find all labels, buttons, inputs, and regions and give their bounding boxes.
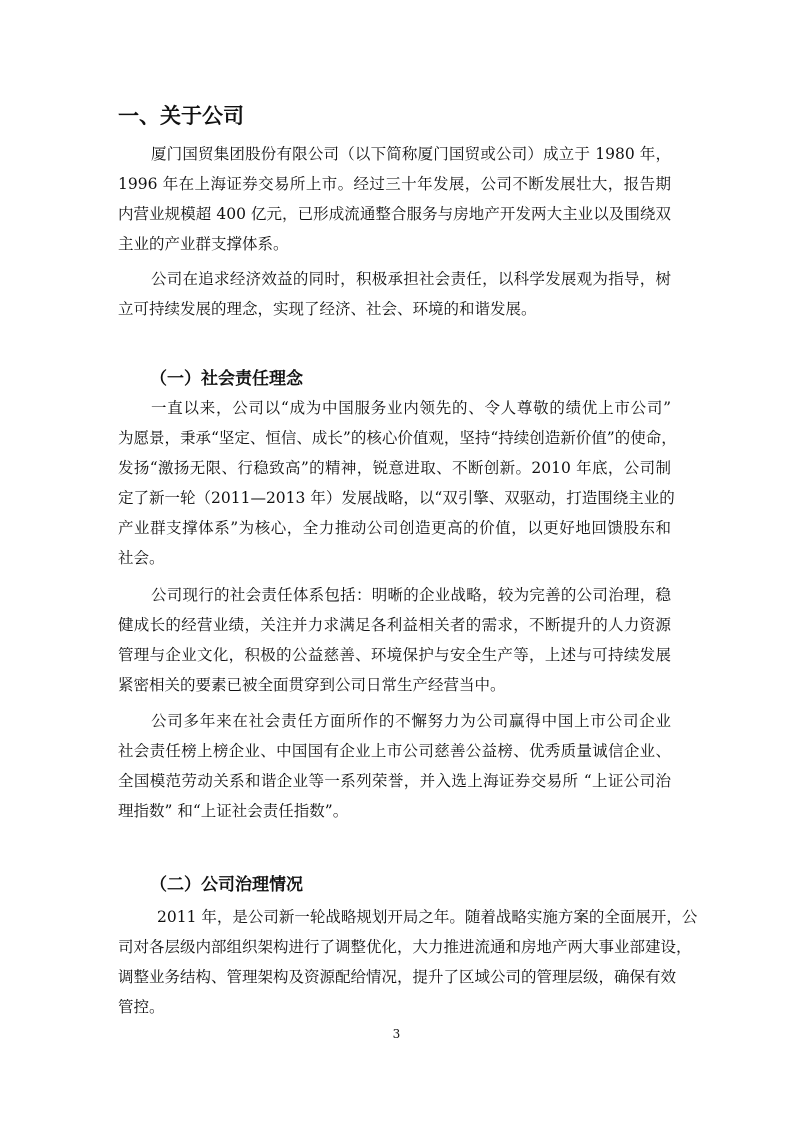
paragraph-line: 主业的产业群支撑体系。 [118,235,289,253]
paragraph-line: 全国模范劳动关系和谐企业等一系列荣誉，并入选上海证券交易所 “上证公司治 [118,772,671,790]
paragraph-line: 内营业规模超 400 亿元，已形成流通整合服务与房地产开发两大主业以及围绕双 [118,205,671,223]
paragraph-line: 一直以来，公司以“成为中国服务业内领先的、令人尊敬的绩优上市公司” [151,399,671,417]
paragraph-line: 社会。 [118,549,165,567]
paragraph-line: 2011 年，是公司新一轮战略规划开局之年。随着战略实施方案的全面展开，公 [157,908,698,926]
paragraph-line: 社会责任榜上榜企业、中国国有企业上市公司慈善公益榜、优秀质量诚信企业、 [118,742,671,760]
paragraph-line: 立可持续发展的理念，实现了经济、社会、环境的和谐发展。 [118,300,537,318]
paragraph-line: 1996 年在上海证券交易所上市。经过三十年发展，公司不断发展壮大，报告期 [118,175,671,193]
paragraph-line: 为愿景，秉承“坚定、恒信、成长”的核心价值观，坚持“持续创造新价值”的使命， [118,429,677,447]
paragraph-line: 健成长的经营业绩，关注并力求满足各利益相关者的需求，不断提升的人力资源 [118,616,671,634]
paragraph-line: 公司现行的社会责任体系包括：明晰的企业战略，较为完善的公司治理，稳 [151,586,671,604]
paragraph-line: 定了新一轮（2011—2013 年）发展战略，以“双引擎、双驱动，打造围绕主业的 [118,489,675,507]
paragraph-line: 产业群支撑体系”为核心，全力推动公司创造更高的价值，以更好地回馈股东和 [118,519,671,537]
subsection-heading-csr-philosophy: （一）社会责任理念 [150,369,303,389]
paragraph-line: 管控。 [118,998,165,1016]
paragraph-line: 公司多年来在社会责任方面所作的不懈努力为公司赢得中国上市公司企业 [151,712,671,730]
paragraph-line: 厦门国贸集团股份有限公司（以下简称厦门国贸或公司）成立于 1980 年， [151,145,671,163]
paragraph-line: 公司在追求经济效益的同时，积极承担社会责任，以科学发展观为指导，树 [151,270,671,288]
subsection-heading-corporate-governance: （二）公司治理情况 [150,875,303,895]
paragraph-line: 紧密相关的要素已被全面贯穿到公司日常生产经营当中。 [118,676,506,694]
paragraph-line: 调整业务结构、管理架构及资源配给情况，提升了区域公司的管理层级，确保有效 [118,968,677,986]
page-number: 3 [392,1027,401,1041]
paragraph-line: 发扬“激扬无限、行稳致高”的精神，锐意进取、不断创新。2010 年底，公司制 [118,459,671,477]
section-heading-about-company: 一、关于公司 [118,104,244,128]
paragraph-line: 理指数” 和“上证社会责任指数”。 [118,802,349,820]
paragraph-line: 管理与企业文化，积极的公益慈善、环境保护与安全生产等，上述与可持续发展 [118,646,671,664]
paragraph-line: 司对各层级内部组织架构进行了调整优化，大力推进流通和房地产两大事业部建设， [118,938,692,956]
